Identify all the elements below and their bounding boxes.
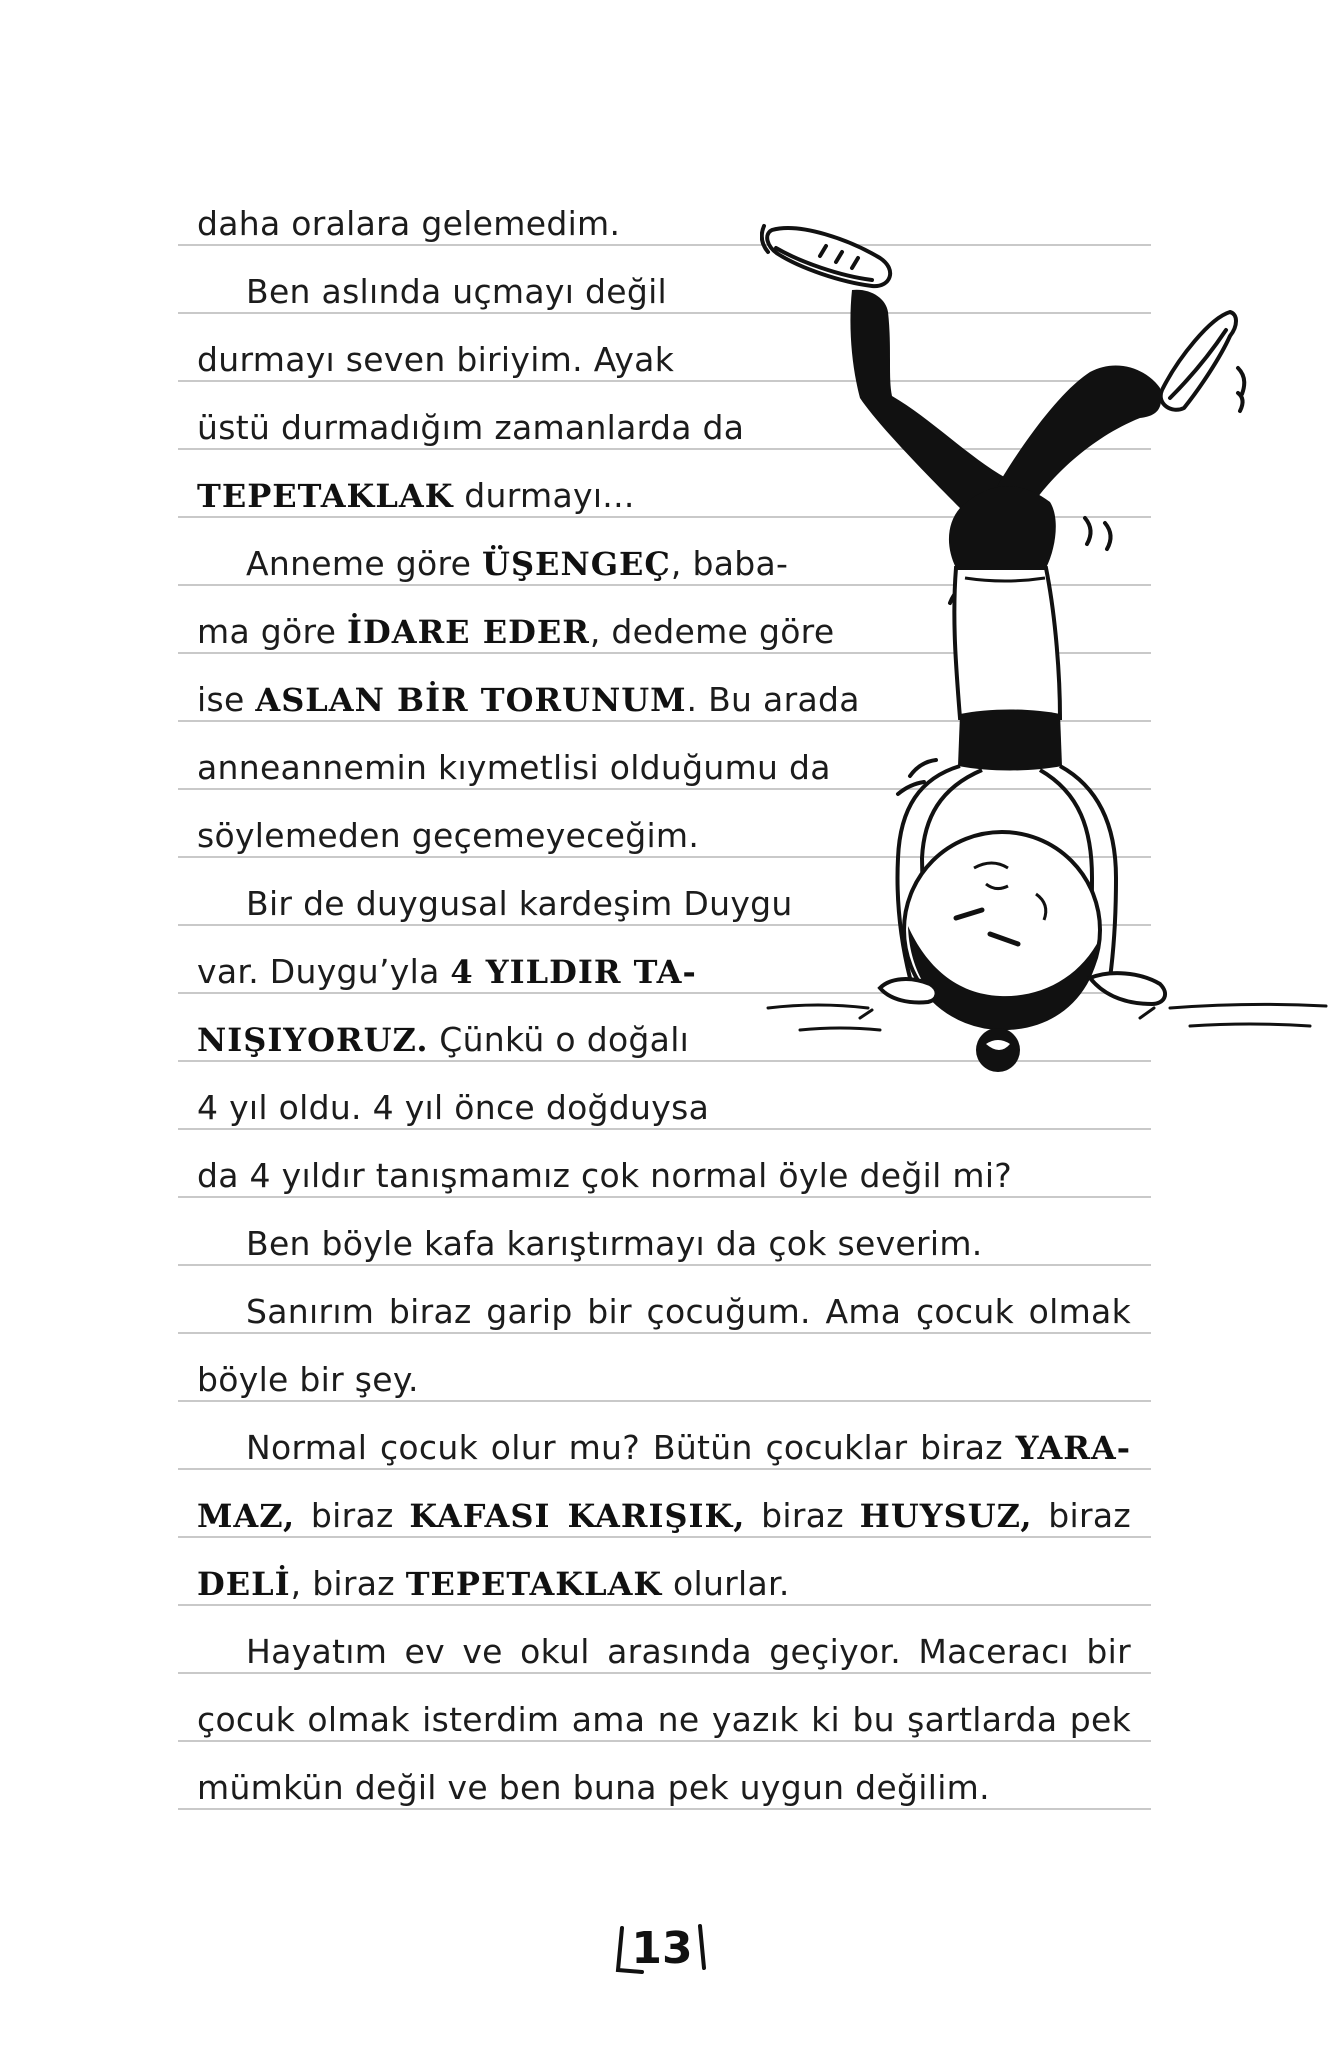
ruled-line	[178, 1196, 1151, 1198]
text-line: 4 yıl oldu. 4 yıl önce doğduysa	[197, 1088, 710, 1127]
emphasis: MAZ,	[197, 1497, 296, 1535]
ruled-line	[178, 1264, 1151, 1266]
emphasis: ASLAN BİR TORUNUM	[255, 681, 687, 719]
ruled-line	[178, 1468, 1151, 1470]
emphasis: TEPETAKLAK	[405, 1565, 663, 1603]
emphasis: 4 YILDIR TA-	[450, 953, 697, 991]
ruled-line	[178, 1128, 1151, 1130]
handstand-child-illustration	[760, 218, 1329, 1088]
emphasis: YARA-	[1015, 1429, 1131, 1467]
page-number-text: 13	[631, 1923, 693, 1974]
text-line: NIŞIYORUZ. Çünkü o doğalı	[197, 1020, 690, 1059]
text-line: TEPETAKLAK durmayı...	[197, 476, 635, 515]
ruled-line	[178, 1808, 1151, 1810]
emphasis: TEPETAKLAK	[197, 477, 454, 515]
text-line: çocuk olmak isterdim ama ne yazık ki bu şartlarda pek	[197, 1700, 1131, 1739]
text-line: ma göre İDARE EDER, dedeme göre	[197, 612, 835, 651]
page-number	[612, 1920, 712, 1978]
emphasis: KAFASI KARIŞIK,	[409, 1497, 746, 1535]
ruled-line	[178, 1672, 1151, 1674]
text-line: böyle bir şey.	[197, 1360, 419, 1399]
emphasis: DELİ	[197, 1565, 291, 1603]
text-line: da 4 yıldır tanışmamız çok normal öyle değil mi?	[197, 1156, 1013, 1195]
ruled-line	[178, 1400, 1151, 1402]
text-line: söylemeden geçemeyeceğim.	[197, 816, 700, 855]
emphasis: ÜŞENGEÇ	[482, 545, 671, 583]
text-line: ise ASLAN BİR TORUNUM. Bu arada	[197, 680, 860, 719]
text-line: durmayı seven biriyim. Ayak	[197, 340, 675, 379]
text-line: Ben aslında uçmayı değil	[246, 272, 668, 311]
emphasis: İDARE EDER	[347, 613, 590, 651]
text-line: Anneme göre ÜŞENGEÇ, baba-	[246, 544, 789, 583]
text-line: Bir de duygusal kardeşim Duygu	[246, 884, 793, 923]
text-line: anneannemin kıymetlisi olduğumu da	[197, 748, 831, 787]
ruled-line	[178, 1604, 1151, 1606]
text-line: Sanırım biraz garip bir çocuğum. Ama çocuk olmak	[246, 1292, 1131, 1331]
emphasis: NIŞIYORUZ.	[197, 1021, 429, 1059]
text-line: mümkün değil ve ben buna pek uygun değilim.	[197, 1768, 990, 1807]
text-line: MAZ, biraz KAFASI KARIŞIK, biraz HUYSUZ, biraz	[197, 1496, 1131, 1535]
ruled-line	[178, 1332, 1151, 1334]
text-line: Hayatım ev ve okul arasında geçiyor. Maceracı bir	[246, 1632, 1131, 1671]
text-line: DELİ, biraz TEPETAKLAK olurlar.	[197, 1564, 790, 1603]
ruled-line	[178, 1536, 1151, 1538]
text-line: Ben böyle kafa karıştırmayı da çok severim.	[246, 1224, 983, 1263]
text-line: Normal çocuk olur mu? Bütün çocuklar biraz YARA-	[246, 1428, 1131, 1467]
ruled-line	[178, 1740, 1151, 1742]
emphasis: HUYSUZ,	[859, 1497, 1033, 1535]
text-line: var. Duygu’yla 4 YILDIR TA-	[197, 952, 697, 991]
text-line: üstü durmadığım zamanlarda da	[197, 408, 745, 447]
text-line: daha oralara gelemedim.	[197, 204, 621, 243]
